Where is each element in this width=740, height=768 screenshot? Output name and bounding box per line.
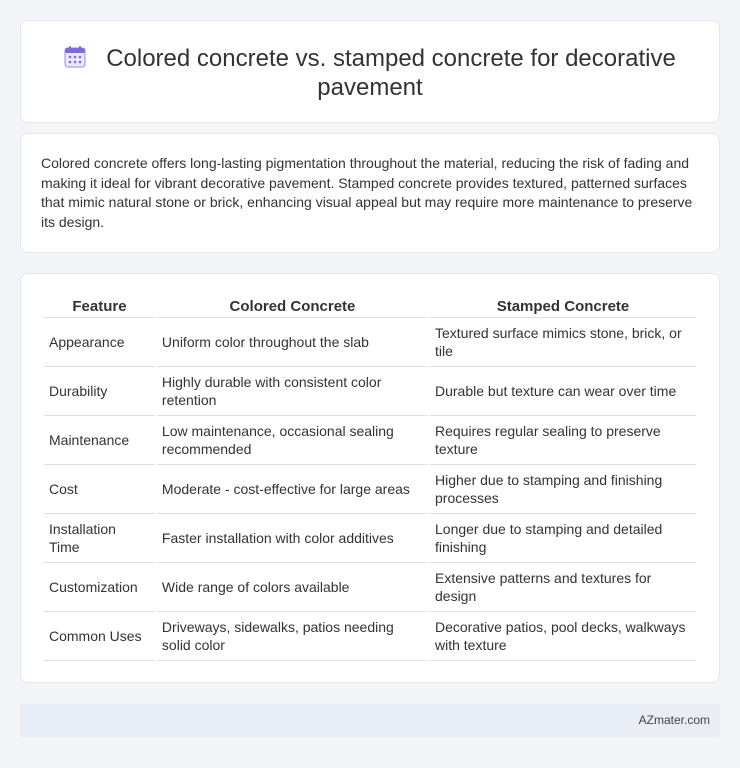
colored-cell: Highly durable with consistent color retention xyxy=(157,367,428,416)
page-title-text: Colored concrete vs. stamped concrete for decorative pavement xyxy=(106,45,676,101)
colored-cell: Moderate - cost-effective for large areas xyxy=(157,465,428,514)
footer-bar xyxy=(20,704,720,737)
title-card xyxy=(20,20,720,123)
intro-card xyxy=(20,133,720,253)
comparison-table xyxy=(42,296,698,661)
colored-cell: Wide range of colors available xyxy=(157,563,428,612)
feature-cell: Customization xyxy=(44,563,155,612)
stamped-cell: Extensive patterns and textures for design xyxy=(430,563,696,612)
footer-brand[interactable]: AZmater.com xyxy=(638,713,710,727)
feature-cell: Appearance xyxy=(44,318,155,367)
table-row xyxy=(44,465,696,514)
feature-cell: Installation Time xyxy=(44,514,155,563)
header-feature: Feature xyxy=(44,296,155,318)
stamped-cell: Higher due to stamping and finishing processes xyxy=(430,465,696,514)
stamped-cell: Durable but texture can wear over time xyxy=(430,367,696,416)
colored-cell: Low maintenance, occasional sealing recommended xyxy=(157,416,428,465)
table-row xyxy=(44,416,696,465)
feature-cell: Common Uses xyxy=(44,612,155,661)
header-colored-concrete: Colored Concrete xyxy=(157,296,428,318)
stamped-cell: Decorative patios, pool decks, walkways with texture xyxy=(430,612,696,661)
colored-cell: Driveways, sidewalks, patios needing solid color xyxy=(157,612,428,661)
colored-cell: Uniform color throughout the slab xyxy=(157,318,428,367)
table-header-row xyxy=(44,296,696,318)
stamped-cell: Longer due to stamping and detailed finishing xyxy=(430,514,696,563)
calendar-icon xyxy=(64,46,86,68)
table-row xyxy=(44,367,696,416)
intro-paragraph: Colored concrete offers long-lasting pigmentation throughout the material, reducing the risk of fading and making it ideal for vibrant decorative pavement. Stamped concrete provides textured, patterned surfaces that mimic natural stone or brick, enhancing visual appeal but may require more maintenance to preserve its design. xyxy=(41,155,693,230)
table-row xyxy=(44,318,696,367)
colored-cell: Faster installation with color additives xyxy=(157,514,428,563)
header-stamped-concrete: Stamped Concrete xyxy=(430,296,696,318)
table-row xyxy=(44,563,696,612)
comparison-card xyxy=(20,273,720,683)
stamped-cell: Textured surface mimics stone, brick, or tile xyxy=(430,318,696,367)
table-row xyxy=(44,514,696,563)
table-row xyxy=(44,612,696,661)
feature-cell: Cost xyxy=(44,465,155,514)
page-title xyxy=(61,44,679,102)
stamped-cell: Requires regular sealing to preserve texture xyxy=(430,416,696,465)
feature-cell: Durability xyxy=(44,367,155,416)
feature-cell: Maintenance xyxy=(44,416,155,465)
